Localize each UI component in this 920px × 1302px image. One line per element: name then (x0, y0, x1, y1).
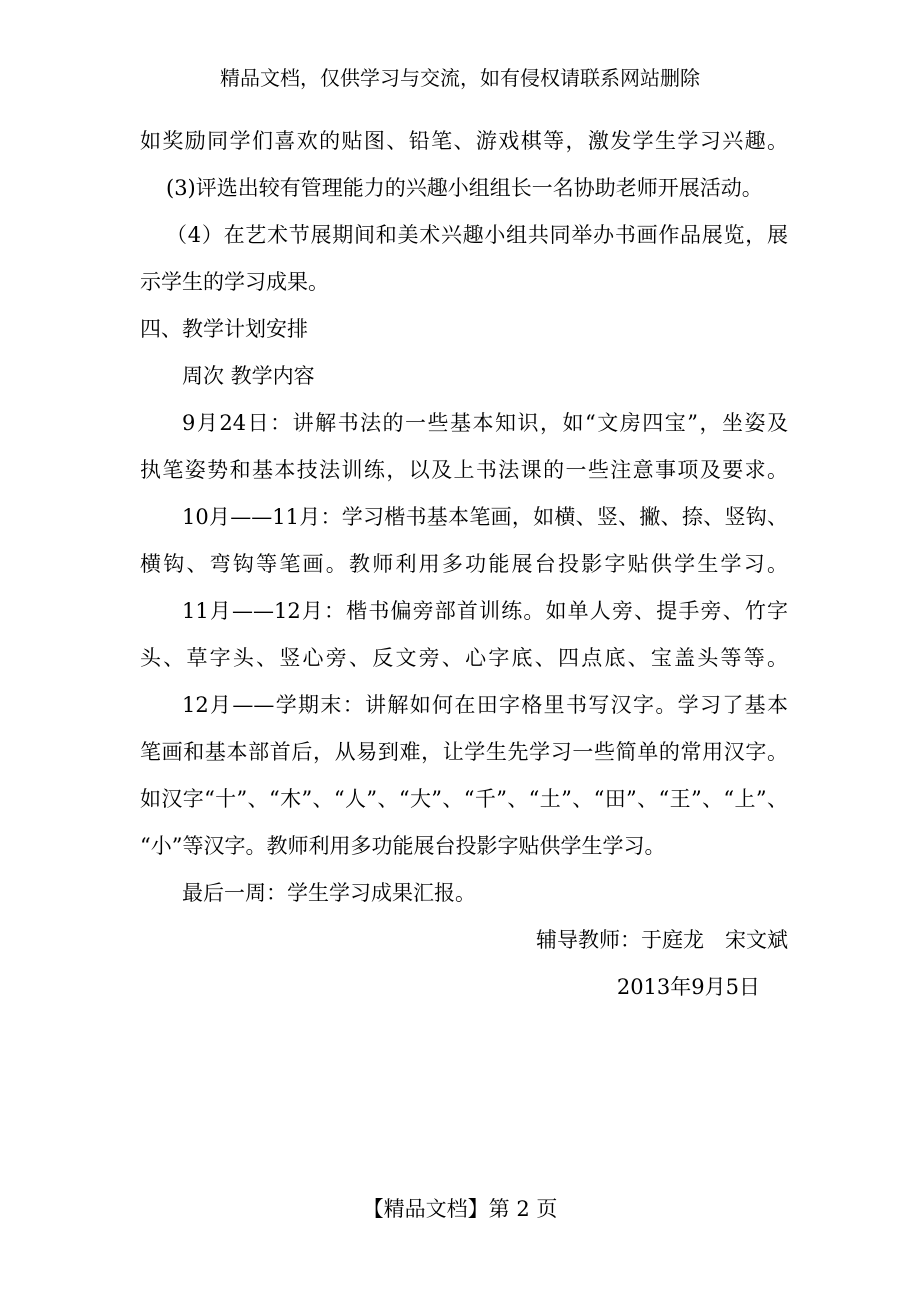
date-line: 2013年9月5日 (616, 975, 760, 999)
table-header-line: 周次 教学内容 (182, 364, 315, 388)
page-footer: 【精品文档】第 2 页 (362, 1197, 558, 1221)
paragraph-line: 最后一周：学生学习成果汇报。 (182, 881, 476, 905)
paragraph-line: (3)评选出较有管理能力的兴趣小组组长一名协助老师开展活动。 (166, 176, 763, 200)
paragraph-line: 如奖励同学们喜欢的贴图、铅笔、游戏棋等，激发学生学习兴趣。 (140, 129, 788, 153)
document-body (140, 118, 788, 1011)
paragraph-line: 执笔姿势和基本技法训练，以及上书法课的一些注意事项及要求。 (140, 458, 788, 482)
signature-line: 辅导教师：于庭龙 宋文斌 (536, 928, 788, 952)
paragraph-line: 横钩、弯钩等笔画。教师利用多功能展台投影字贴供学生学习。 (140, 552, 788, 576)
paragraph-line: 11月——12月：楷书偏旁部首训练。如单人旁、提手旁、竹字 (182, 599, 788, 623)
paragraph-line: 10月——11月：学习楷书基本笔画，如横、竖、撇、捺、竖钩、 (182, 505, 788, 529)
section-heading: 四、教学计划安排 (140, 317, 308, 341)
page-header: 精品文档，仅供学习与交流，如有侵权请联系网站删除 (220, 66, 700, 90)
paragraph-line: 12月——学期末：讲解如何在田字格里书写汉字。学习了基本 (182, 693, 788, 717)
paragraph-line: 9月24日：讲解书法的一些基本知识，如“文房四宝”，坐姿及 (182, 411, 788, 435)
paragraph-line: 头、草字头、竖心旁、反文旁、心字底、四点底、宝盖头等等。 (140, 646, 788, 670)
paragraph-line: 笔画和基本部首后，从易到难，让学生先学习一些简单的常用汉字。 (140, 740, 788, 764)
paragraph-line: “小”等汉字。教师利用多功能展台投影字贴供学生学习。 (140, 834, 666, 858)
paragraph-line: （4）在艺术节展期间和美术兴趣小组共同举办书画作品展览，展 (166, 223, 788, 247)
paragraph-line: 如汉字“十”、“木”、“人”、“大”、“千”、“土”、“田”、“王”、“上”、 (140, 787, 788, 811)
paragraph-line: 示学生的学习成果。 (140, 270, 329, 294)
